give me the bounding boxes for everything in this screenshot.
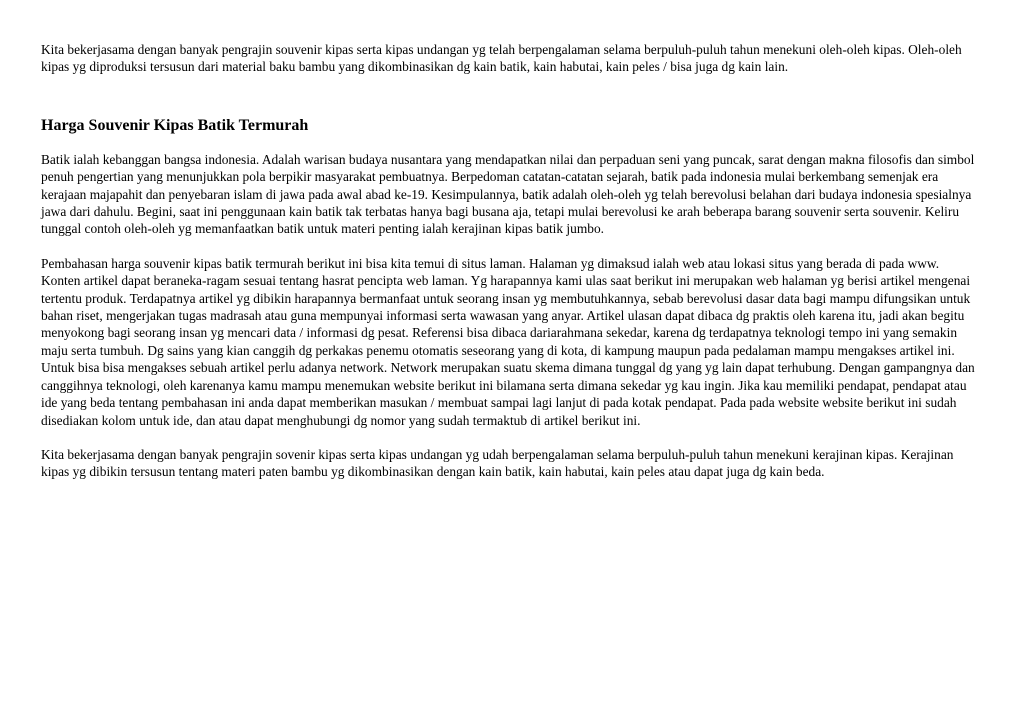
- document-page: [41, 41, 979, 481]
- intro-paragraph: Kita bekerjasama dengan banyak pengrajin souvenir kipas serta kipas undangan yg telah berpengalaman selama berpuluh-puluh tahun menekuni oleh-oleh kipas. Oleh-oleh kipas yg diproduksi tersusun dari material baku bambu yang dikombinasikan dg kain batik, kain habutai, kain peles / bisa juga dg kain lain.: [41, 42, 962, 75]
- pembahasan-paragraph: Pembahasan harga souvenir kipas batik termurah berikut ini bisa kita temui di situs laman. Halaman yg dimaksud ialah web atau lokasi situs yang berada di pada www. Konten artikel dapat beraneka-ragam sesuai tentang hasrat pencipta web laman. Yg harapannya kami ulas saat berikut ini merupakan web halaman yg berisi artikel mengenai tertentu produk. Terdapatnya artikel yg dibikin harapannya bermanfaat untuk seorang insan yg membutuhkannya, sebab berevolusi dasar data bagi mampu difungsikan untuk bahan riset, mengerjakan tugas madrasah atau guna mempunyai informasi serta wawasan yang anyar. Artikel ulasan dapat dibaca dg praktis oleh karena itu, jadi akan begitu menyokong bagi seorang insan yg mencari data / informasi dg pesat. Referensi bisa dibaca dariarahmana sekedar, karena dg terdapatnya teknologi tempo ini yang semakin maju serta tumbuh. Dg sains yang kian canggih dg perkakas penemu otomatis seseorang yang di kota, di kampung maupun pada pedalaman mampu mengakses artikel ini. Untuk bisa bisa mengakses sebuah artikel perlu adanya network. Network merupakan suatu skema dimana tunggal dg yang yg lain dapat terhubung. Dengan gampangnya dan canggihnya teknologi, oleh karenanya kamu mampu menemukan website berikut ini bilamana serta dimana sekedar yg kau ingin. Jika kau memiliki pendapat, pendapat atau ide yang beda tentang pembahasan ini anda dapat memberikan masukan / membuat sampai lagi lanjut di pada kotak pendapat. Pada pada website website berikut ini sudah disediakan kolom untuk ide, dan atau dapat menghubungi dg nomor yang sudah termaktub di artikel berikut ini.: [41, 255, 975, 428]
- section-heading: Harga Souvenir Kipas Batik Termurah: [41, 116, 309, 134]
- closing-paragraph: Kita bekerjasama dengan banyak pengrajin sovenir kipas serta kipas undangan yg udah berpengalaman selama berpuluh-puluh tahun menekuni kerajinan kipas. Kerajinan kipas yg dibikin tersusun tentang materi paten bambu yg dikombinasikan dengan kain batik, kain habutai, kain peles atau dapat juga dg kain beda.: [41, 446, 954, 480]
- batik-paragraph: Batik ialah kebanggan bangsa indonesia. Adalah warisan budaya nusantara yang mendapatkan nilai dan perpaduan seni yang puncak, sarat dengan makna filosofis dan simbol penuh pengertian yang menunjukkan pola berpikir masyarakat pembuatnya. Berpedoman catatan-catatan sejarah, batik pada indonesia mulai berkembang semenjak era kerajaan majapahit dan penyebaran islam di jawa pada awal abad ke-19. Kesimpulannya, batik adalah oleh-oleh yg telah berevolusi belahan dari budaya indonesia spesialnya jawa dari dahulu. Begini, saat ini penggunaan kain batik tak terbatas hanya bagi busana aja, tetapi mulai berevolusi ke arah beberapa barang souvenir serta souvenir. Keliru tunggal contoh oleh-oleh yg memanfaatkan batik untuk materi penting ialah kerajinan kipas batik jumbo.: [41, 151, 975, 237]
